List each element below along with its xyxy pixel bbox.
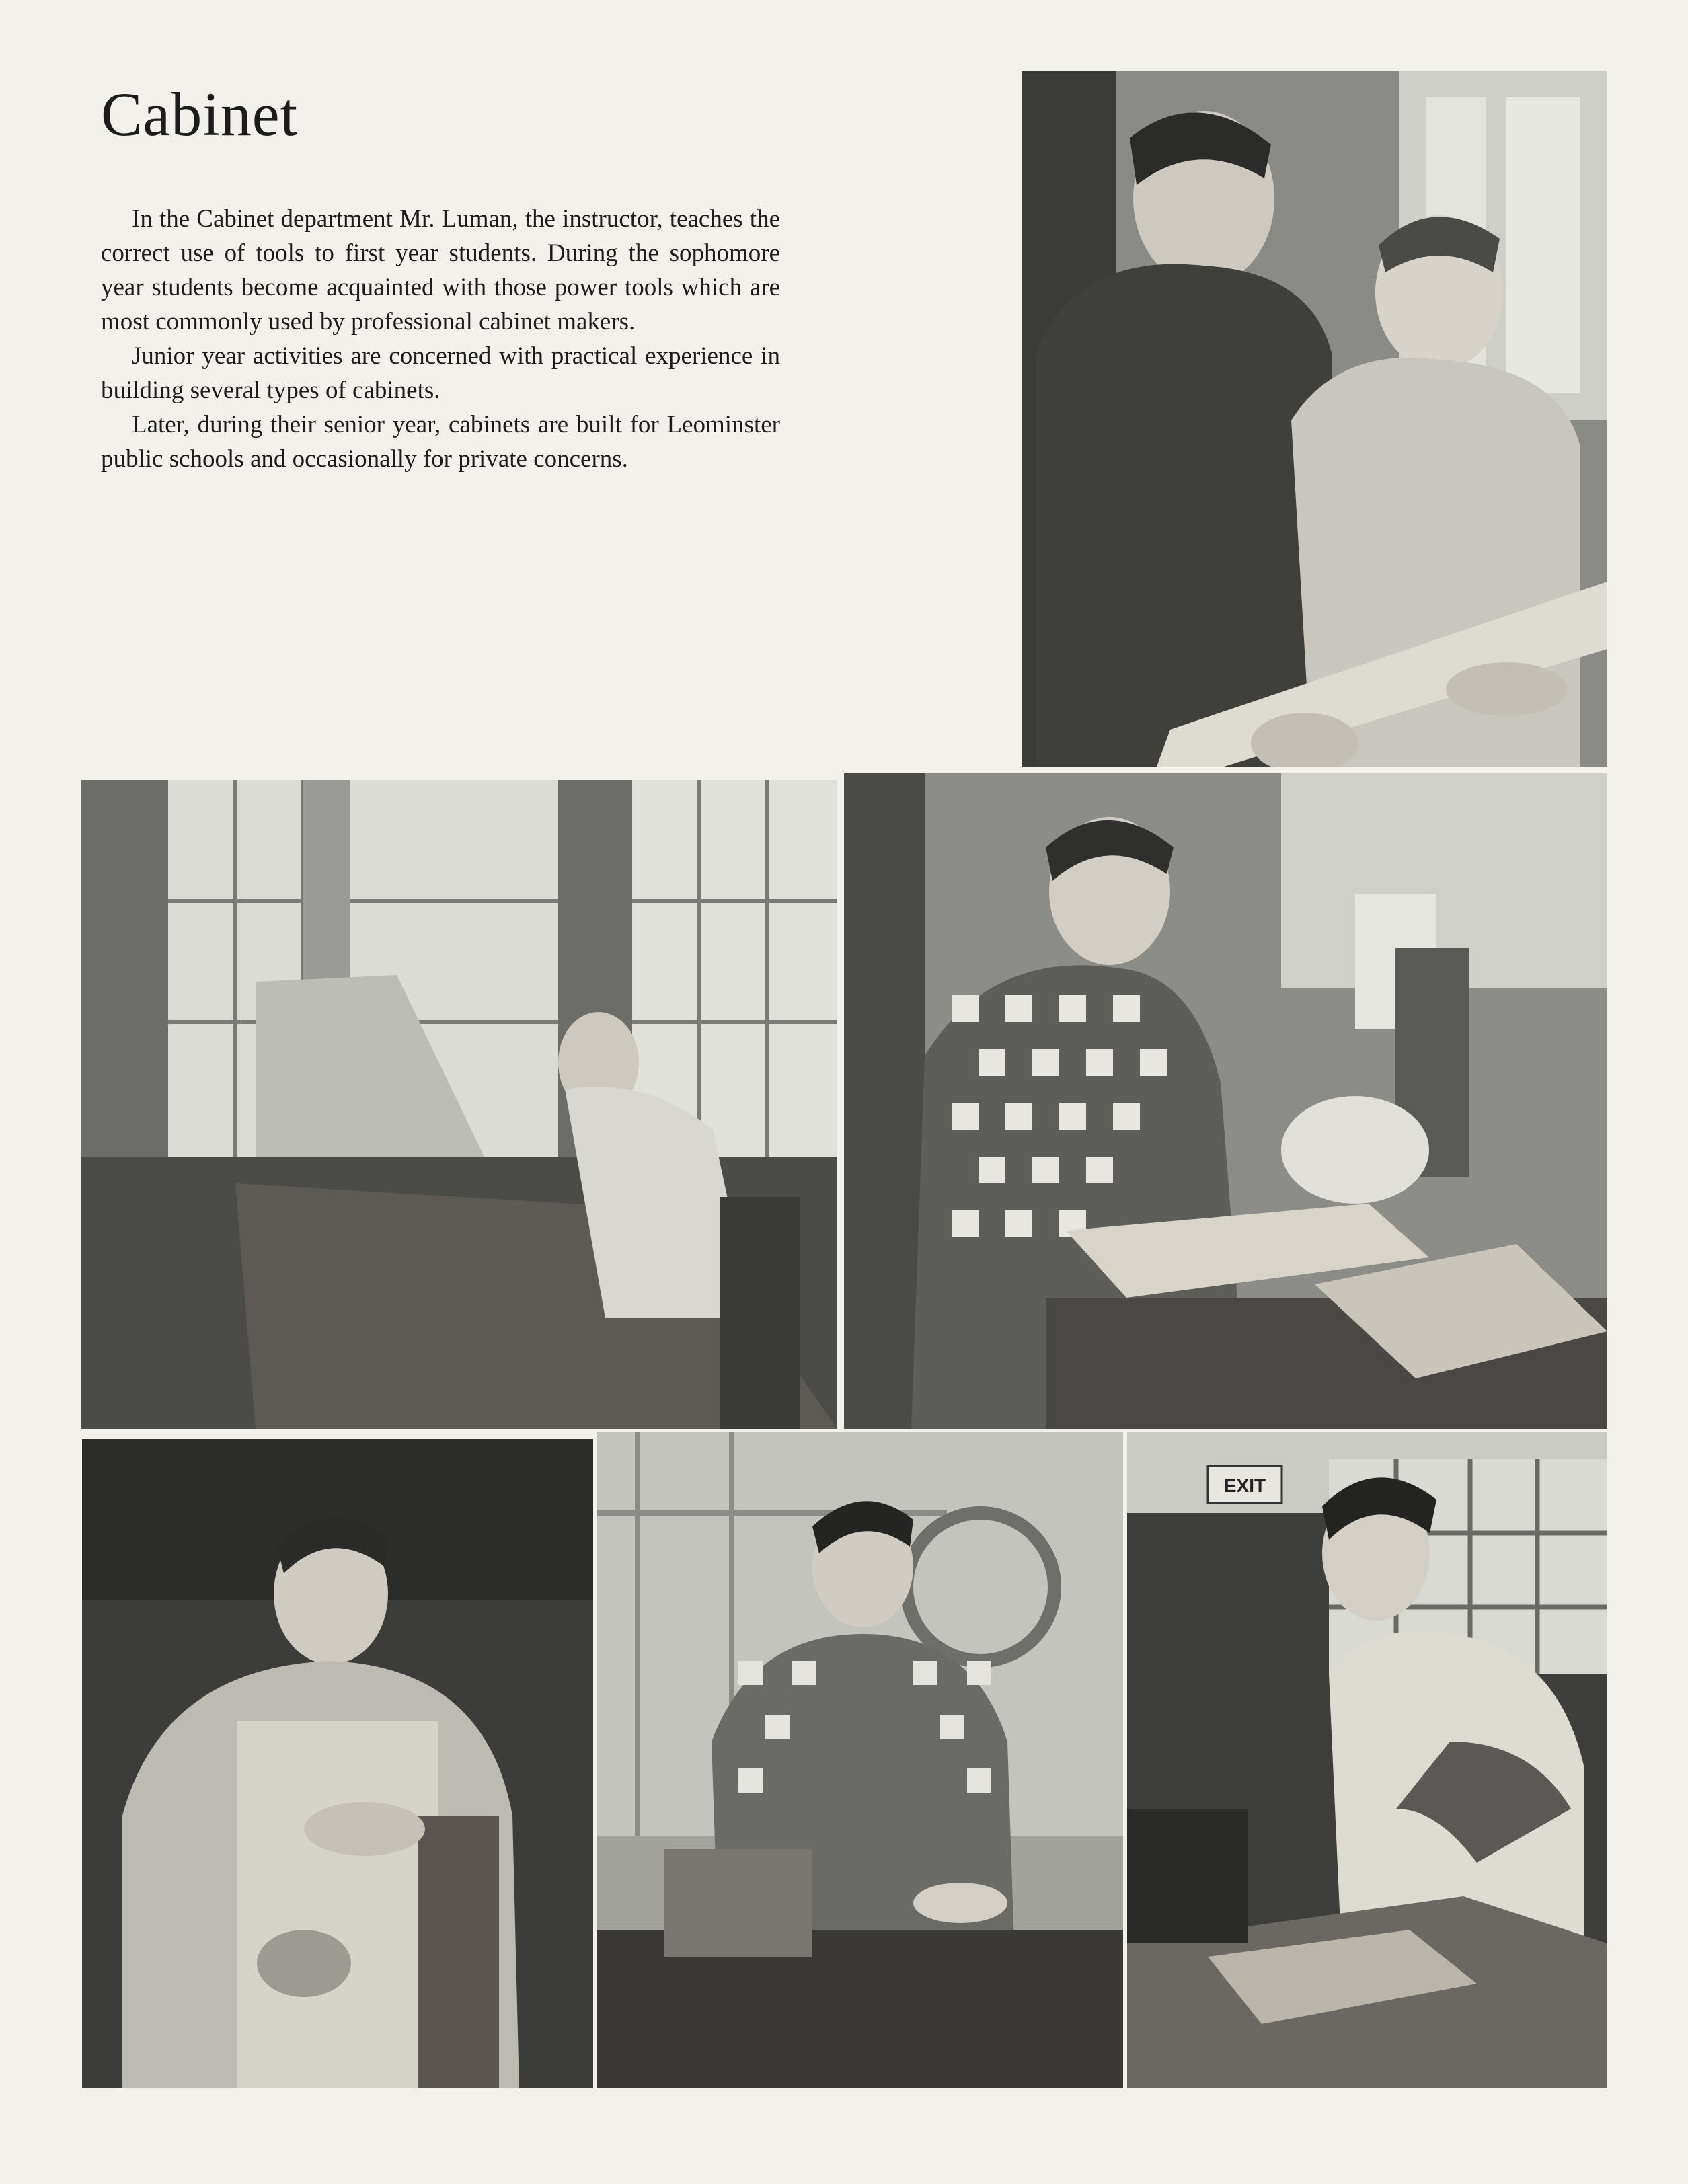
paragraph-1: In the Cabinet department Mr. Luman, the instructor, teaches the correct use of tools to first year students. During the sophomore year students become acquainted with those power tools which are most commonly used by professional cabinet makers. [101,205,780,336]
body-text [101,202,780,476]
photo-student-with-glasses [597,1432,1123,2088]
paragraph-3: Later, during their senior year, cabinets are built for Leominster public schools and occasionally for private concerns. [101,411,780,473]
photo-student-in-overalls [82,1439,593,2088]
photo-student-at-machine [81,780,837,1429]
paragraph-2: Junior year activities are concerned with practical experience in building several types of cabinets. [101,342,780,404]
photo-student-at-router [844,773,1607,1429]
photo-student-and-instructor [1022,71,1607,767]
page-title: Cabinet [101,80,299,149]
photo-student-at-table-saw [1127,1432,1607,2088]
exit-sign: EXIT [1223,1475,1266,1496]
